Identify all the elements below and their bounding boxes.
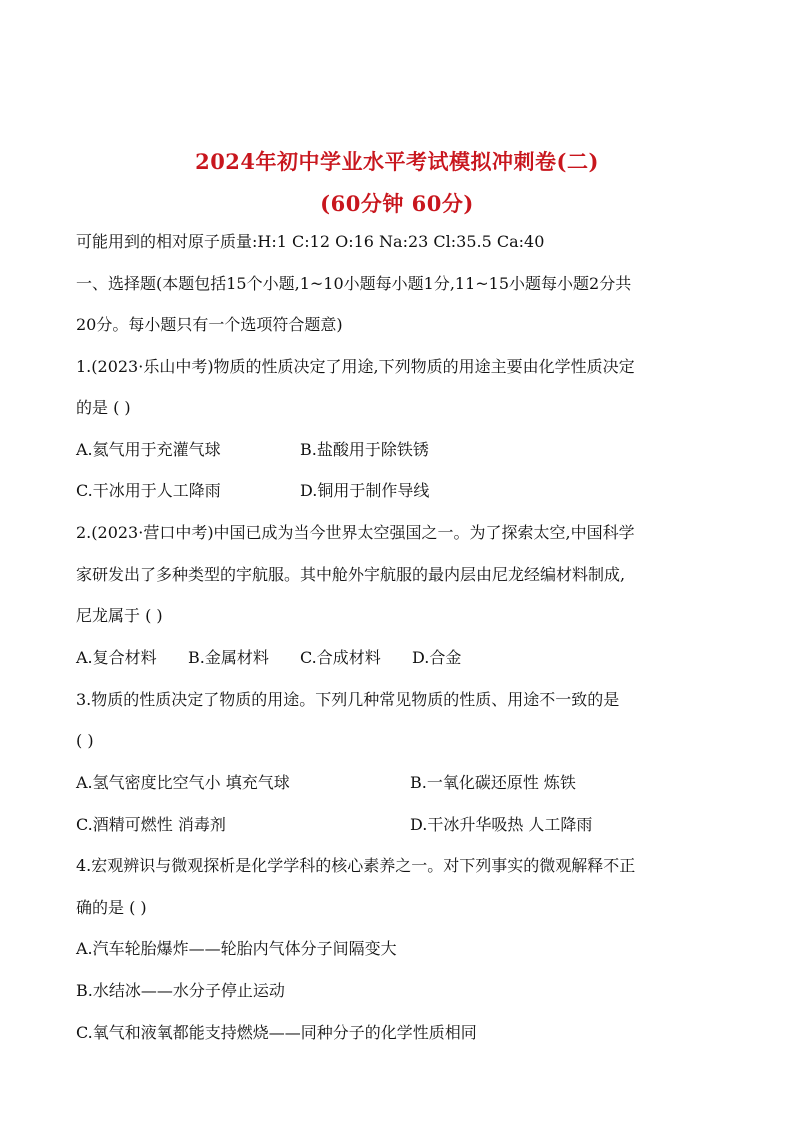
question-2-line2: 家研发出了多种类型的宇航服。其中舱外宇航服的最内层由尼龙经编材料制成, [76,565,626,584]
question-1-line1: 1.(2023·乐山中考)物质的性质决定了用途,下列物质的用途主要由化学性质决定 [76,357,635,376]
question-1-line2: 的是 ( ) [76,398,131,417]
atomic-mass-note: 可能用到的相对原子质量:H:1 C:12 O:16 Na:23 Cl:35.5 Ca:40 [76,232,545,251]
question-2-option-a: A.复合材料 [76,648,157,667]
question-4-line2: 确的是 ( ) [76,898,147,917]
question-4-option-a: A.汽车轮胎爆炸——轮胎内气体分子间隔变大 [76,939,397,958]
section-heading-line1: 一、选择题(本题包括15个小题,1~10小题每小题1分,11~15小题每小题2分共 [76,274,632,293]
question-3-option-a: A.氢气密度比空气小 填充气球 [76,773,290,792]
question-2-option-c: C.合成材料 [300,648,381,667]
question-3-option-c: C.酒精可燃性 消毒剂 [76,815,226,834]
question-1-option-b: B.盐酸用于除铁锈 [300,440,429,459]
question-2-option-b: B.金属材料 [188,648,269,667]
section-heading-line2: 20分。每小题只有一个选项符合题意) [76,315,343,334]
question-1-option-a: A.氦气用于充灌气球 [76,440,221,459]
question-3-line1: 3.物质的性质决定了物质的用途。下列几种常见物质的性质、用途不一致的是 [76,690,620,709]
question-4-option-b: B.水结冰——水分子停止运动 [76,981,285,1000]
question-4-option-c: C.氧气和液氧都能支持燃烧——同种分子的化学性质相同 [76,1023,477,1042]
question-1-option-c: C.干冰用于人工降雨 [76,481,221,500]
question-1-option-d: D.铜用于制作导线 [300,481,430,500]
question-2-option-d: D.合金 [412,648,462,667]
question-3-line2: ( ) [76,731,94,750]
question-3-option-d: D.干冰升华吸热 人工降雨 [410,815,593,834]
exam-title: 2024年初中学业水平考试模拟冲刺卷(二) [195,149,599,174]
exam-subtitle: (60分钟 60分) [320,191,474,216]
question-2-line1: 2.(2023·营口中考)中国已成为当今世界太空强国之一。为了探索太空,中国科学 [76,523,635,542]
question-4-line1: 4.宏观辨识与微观探析是化学学科的核心素养之一。对下列事实的微观解释不正 [76,856,636,875]
question-2-line3: 尼龙属于 ( ) [76,606,163,625]
question-3-option-b: B.一氧化碳还原性 炼铁 [410,773,576,792]
